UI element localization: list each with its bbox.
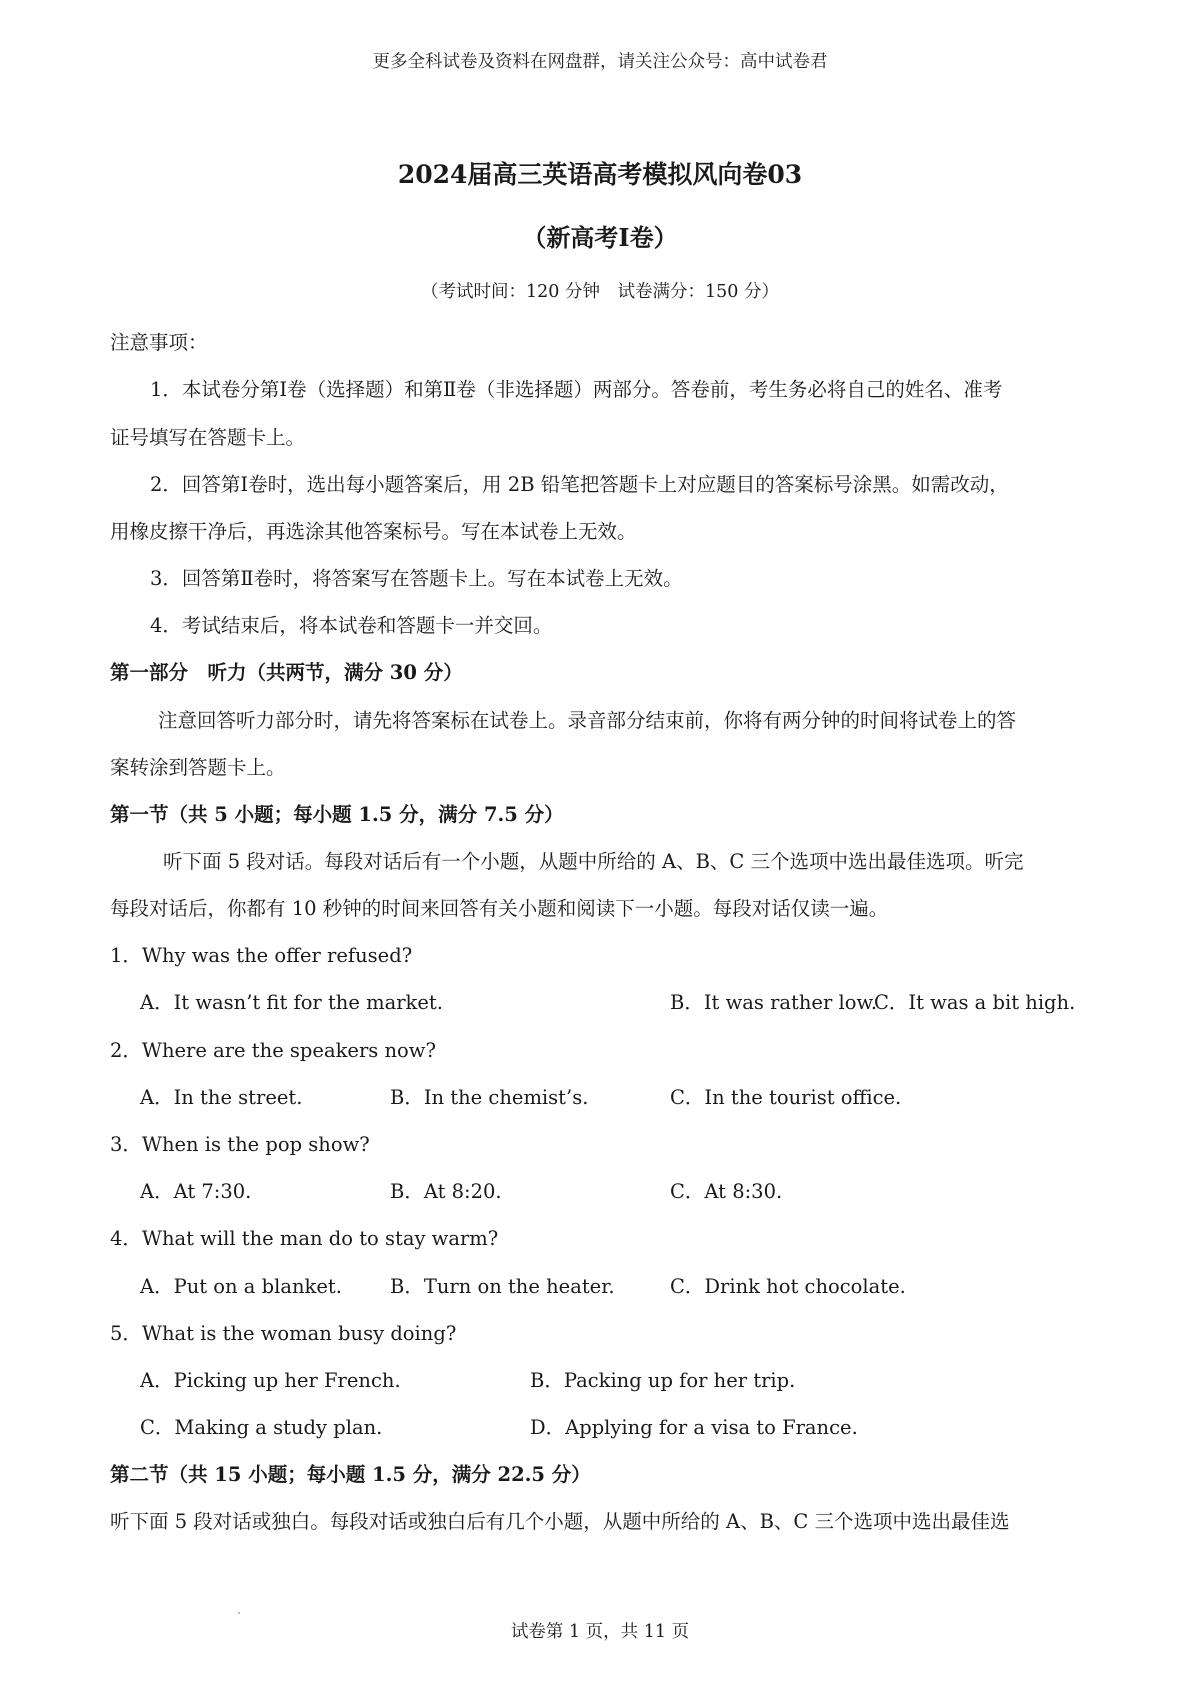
notice-item-3: 3．回答第Ⅱ卷时，将答案写在答题卡上。写在本试卷上无效。 — [150, 567, 683, 590]
question-2-option-a: A．In the street. — [140, 1086, 303, 1109]
part1-heading: 第一部分 听力（共两节，满分 30 分） — [110, 661, 463, 684]
question-2-option-c: C．In the tourist office. — [670, 1086, 902, 1109]
question-3-option-a: A．At 7:30. — [140, 1180, 252, 1203]
question-1-stem: 1．Why was the offer refused? — [110, 944, 413, 967]
page-footer: 试卷第 1 页，共 11 页 — [510, 1622, 690, 1642]
notice-heading: 注意事项： — [110, 331, 208, 354]
part1-intro-cont: 案转涂到答题卡上。 — [110, 756, 286, 779]
question-3-option-b: B．At 8:20. — [390, 1180, 502, 1203]
question-5-option-c: C．Making a study plan. — [140, 1416, 383, 1439]
section1-intro: 听下面 5 段对话。每段对话后有一个小题，从题中所给的 A、B、C 三个选项中选出最佳选项。听完 — [163, 850, 1024, 873]
question-5-stem: 5．What is the woman busy doing? — [110, 1322, 457, 1345]
page-header: 更多全科试卷及资料在网盘群，请关注公众号：高中试卷君 — [372, 52, 828, 72]
notice-item-1: 1．本试卷分第Ⅰ卷（选择题）和第Ⅱ卷（非选择题）两部分。答卷前，考生务必将自己的姓名、准考 — [150, 378, 1003, 401]
question-5-option-b: B．Packing up for her trip. — [530, 1369, 796, 1392]
exam-info: （考试时间：120 分钟 试卷满分：150 分） — [421, 282, 779, 302]
question-4-stem: 4．What will the man do to stay warm? — [110, 1227, 499, 1250]
exam-subtitle: （新高考I卷） — [522, 223, 678, 252]
notice-item-2: 2．回答第Ⅰ卷时，选出每小题答案后，用 2B 铅笔把答题卡上对应题目的答案标号涂黑。如需改动， — [150, 473, 1009, 496]
section1-heading: 第一节（共 5 小题；每小题 1.5 分，满分 7.5 分） — [110, 803, 564, 826]
question-4-option-a: A．Put on a blanket. — [140, 1275, 342, 1298]
question-3-option-c: C．At 8:30. — [670, 1180, 783, 1203]
question-5-option-a: A．Picking up her French. — [140, 1369, 401, 1392]
exam-title: 2024届高三英语高考模拟风向卷03 — [397, 160, 803, 189]
notice-item-2-cont: 用橡皮擦干净后，再选涂其他答案标号。写在本试卷上无效。 — [110, 520, 637, 543]
section1-intro-cont: 每段对话后，你都有 10 秒钟的时间来回答有关小题和阅读下一小题。每段对话仅读一遍。 — [110, 897, 889, 920]
question-2-option-b: B．In the chemist’s. — [390, 1086, 589, 1109]
speck — [238, 1612, 240, 1614]
section2-intro: 听下面 5 段对话或独白。每段对话或独白后有几个小题，从题中所给的 A、B、C 三个选项中选出最佳选 — [110, 1510, 1010, 1533]
question-4-option-b: B．Turn on the heater. — [390, 1275, 615, 1298]
question-1-option-b: B．It was rather low. — [670, 991, 878, 1014]
question-5-option-d: D．Applying for a visa to France. — [530, 1416, 858, 1439]
question-1-option-c: C．It was a bit high. — [874, 991, 1076, 1014]
part1-intro: 注意回答听力部分时，请先将答案标在试卷上。录音部分结束前，你将有两分钟的时间将试卷上的答 — [158, 709, 1017, 732]
notice-item-1-cont: 证号填写在答题卡上。 — [110, 426, 306, 449]
question-1-option-a: A．It wasn’t fit for the market. — [140, 991, 443, 1014]
question-3-stem: 3．When is the pop show? — [110, 1133, 370, 1156]
question-2-stem: 2．Where are the speakers now? — [110, 1039, 436, 1062]
question-4-option-c: C．Drink hot chocolate. — [670, 1275, 906, 1298]
notice-item-4: 4．考试结束后，将本试卷和答题卡一并交回。 — [150, 614, 553, 637]
section2-heading: 第二节（共 15 小题；每小题 1.5 分，满分 22.5 分） — [110, 1463, 591, 1486]
